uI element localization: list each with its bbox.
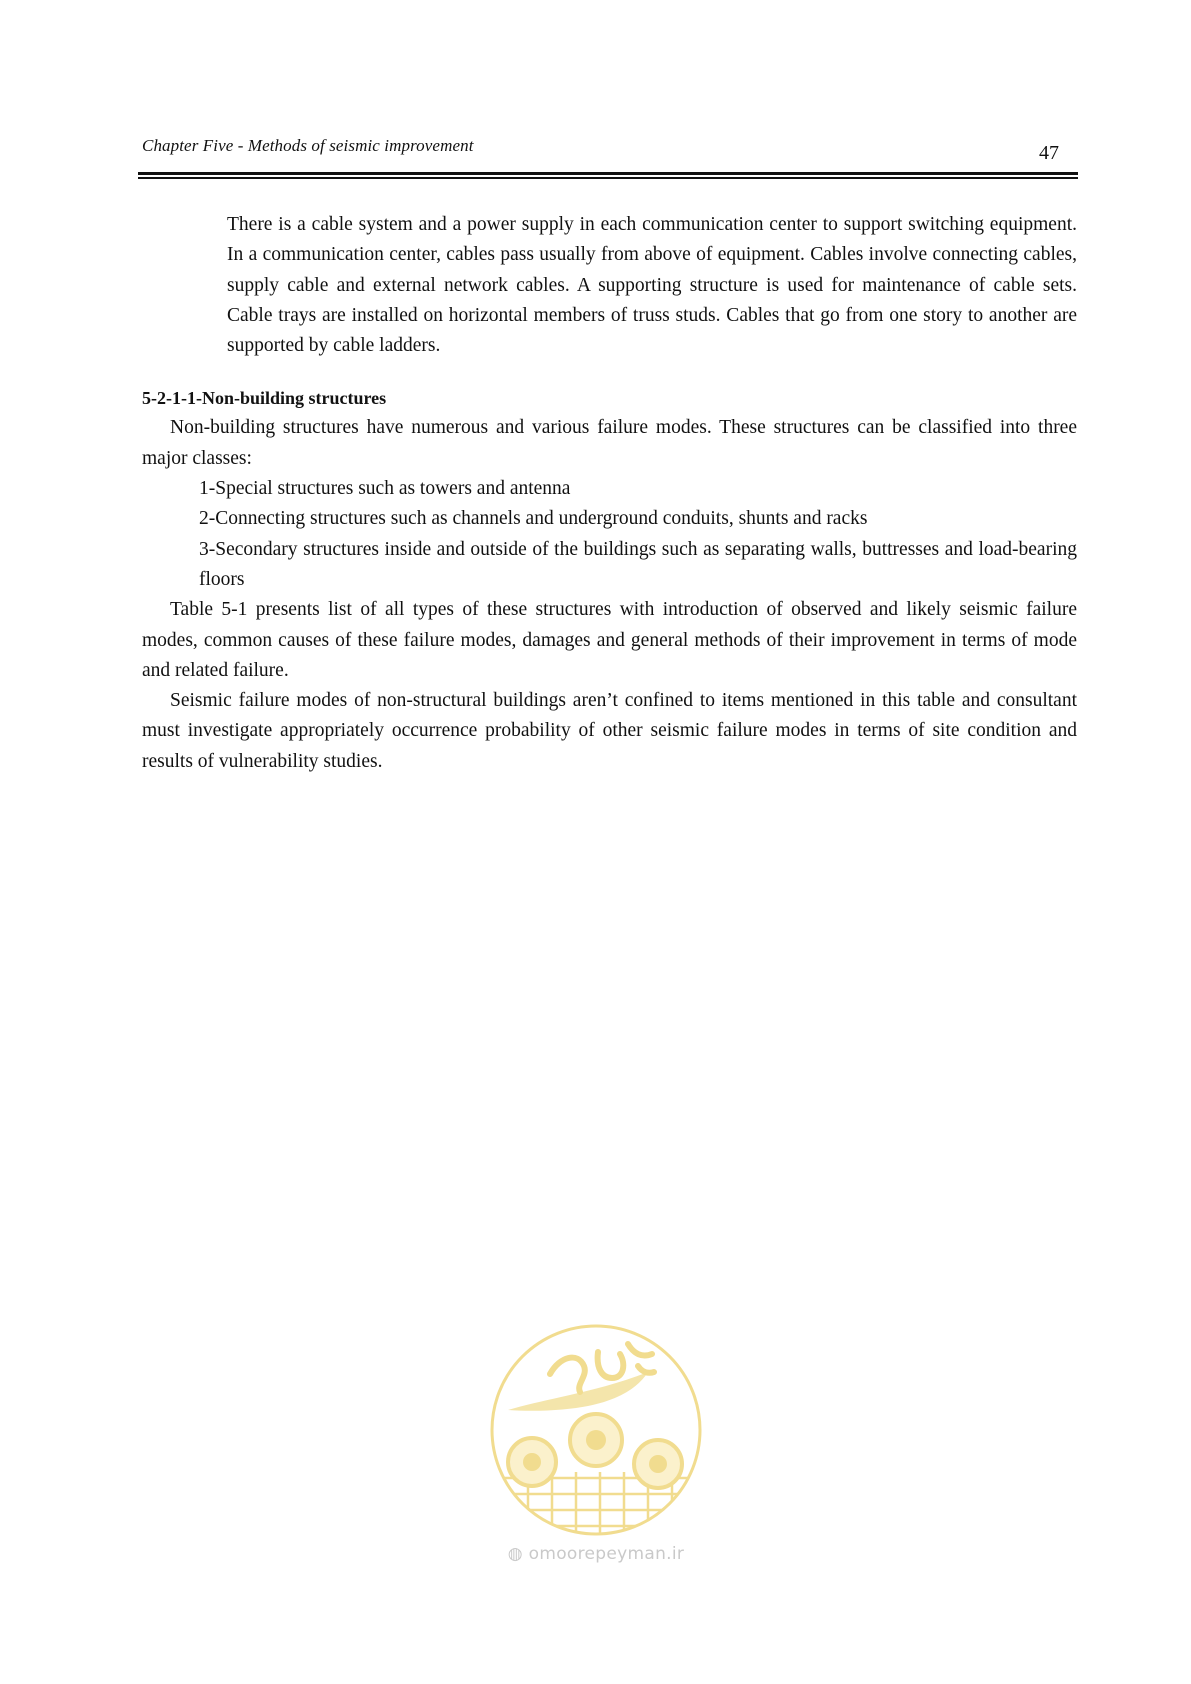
- section-lead-paragraph: Non-building structures have numerous and various failure modes. These structures can be classified into three major classes:: [142, 417, 1077, 469]
- intro-paragraph: There is a cable system and a power supply in each communication center to support switching equipment. In a communication center, cables pass usually from above of equipment. Cables involve connecting cables, supply cable and external network cables. A supporting structure is used for maintenance of cable sets. Cable trays are installed on horizontal members of truss studs. Cables that go from one story to another are supported by cable ladders.: [227, 214, 1077, 357]
- closing-paragraph: Seismic failure modes of non-structural buildings aren’t confined to items mentioned in this table and consultant must investigate appropriately occurrence probability of other seismic failure modes in terms of site condition and results of vulnerability studies.: [142, 690, 1077, 772]
- watermark-url: [488, 1544, 704, 1564]
- table-reference-paragraph: Table 5-1 presents list of all types of these structures with introduction of observed and likely seismic failure modes, common causes of these failure modes, damages and general methods of their improvement in terms of mode and related failure.: [142, 599, 1077, 681]
- header-rule-thin: [138, 177, 1078, 179]
- chapter-title: Chapter Five - Methods of seismic improvement: [142, 136, 474, 155]
- watermark-url-text: omoorepeyman.ir: [528, 1544, 685, 1564]
- list-item: 3-Secondary structures inside and outside of the buildings such as separating walls, buttresses and load-bearing floors: [199, 538, 1077, 590]
- watermark-seal: [488, 1322, 704, 1538]
- body-text: [142, 210, 1077, 777]
- structure-class-list: [142, 474, 1077, 595]
- list-item: 2-Connecting structures such as channels and underground conduits, shunts and racks: [199, 508, 868, 530]
- section-heading: 5-2-1-1-Non-building structures: [142, 388, 387, 409]
- page-number: 47: [1039, 142, 1059, 164]
- running-header: [142, 136, 1077, 170]
- globe-icon: ◍: [507, 1544, 523, 1564]
- watermark-logo: [488, 1322, 704, 1568]
- header-rule-thick: [138, 172, 1078, 175]
- list-item: 1-Special structures such as towers and antenna: [199, 478, 571, 500]
